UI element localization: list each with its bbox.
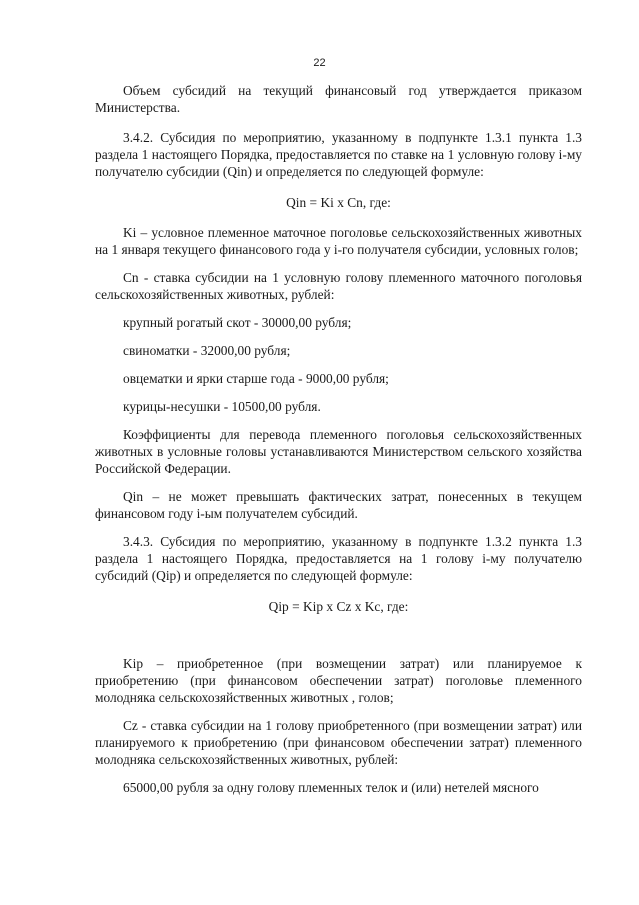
paragraph-heifer-rate: 65000,00 рубля за одну голову племенных телок и (или) нетелей мясного xyxy=(123,780,539,795)
list-item-sows: свиноматки - 32000,00 рубля; xyxy=(123,343,291,358)
paragraph-3-4-2: 3.4.2. Субсидия по мероприятию, указанному в подпункте 1.3.1 пункта 1.3 раздела 1 настоящего Порядка, предоставляется по ставке на 1 условную голову i-му получателю субсидии (Qin) и определяется по следующей формуле: xyxy=(95,130,582,179)
paragraph-coefficients: Коэффициенты для перевода племенного поголовья сельскохозяйственных животных в условные головы устанавливаются Министерством сельского хозяйства Российской Федерации. xyxy=(95,427,582,476)
paragraph-subsidy-volume: Объем субсидий на текущий финансовый год утверждается приказом Министерства. xyxy=(95,83,582,115)
paragraph-3-4-3: 3.4.3. Субсидия по мероприятию, указанному в подпункте 1.3.2 пункта 1.3 раздела 1 настоящего Порядка, предоставляется на 1 голову i-му получателю субсидий (Qip) и определяется по следующей формуле: xyxy=(95,534,582,583)
paragraph-ki-definition: Ki – условное племенное маточное поголовье сельскохозяйственных животных на 1 января текущего финансового года у i-го получателя субсидии, условных голов; xyxy=(95,225,582,257)
paragraph-qin-limit: Qin – не может превышать фактических затрат, понесенных в текущем финансовом году i-ым получателем субсидий. xyxy=(95,489,582,521)
paragraph-cz-definition: Cz - ставка субсидии на 1 голову приобретенного (при возмещении затрат) или планируемого к приобретению (при финансовом обеспечении затрат) племенного молодняка сельскохозяйственных животных, рублей: xyxy=(95,718,582,767)
paragraph-cn-definition: Cn - ставка субсидии на 1 условную голову племенного маточного поголовья сельскохозяйственных животных, рублей: xyxy=(95,270,582,302)
paragraph-kip-definition: Kip – приобретенное (при возмещении затрат) или планируемое к приобретению (при финансовом обеспечении затрат) поголовье племенного молодняка сельскохозяйственных животных , голов; xyxy=(95,656,582,705)
formula-qin: Qin = Ki х Cn, где: xyxy=(286,195,391,210)
list-item-ewes: овцематки и ярки старше года - 9000,00 рубля; xyxy=(123,371,389,386)
list-item-cattle: крупный рогатый скот - 30000,00 рубля; xyxy=(123,315,352,330)
list-item-hens: курицы-несушки - 10500,00 рубля. xyxy=(123,399,321,414)
document-body xyxy=(95,82,582,796)
formula-qip: Qip = Kip х Cz х Kc, где: xyxy=(268,599,409,614)
page-number: 22 xyxy=(313,57,326,69)
